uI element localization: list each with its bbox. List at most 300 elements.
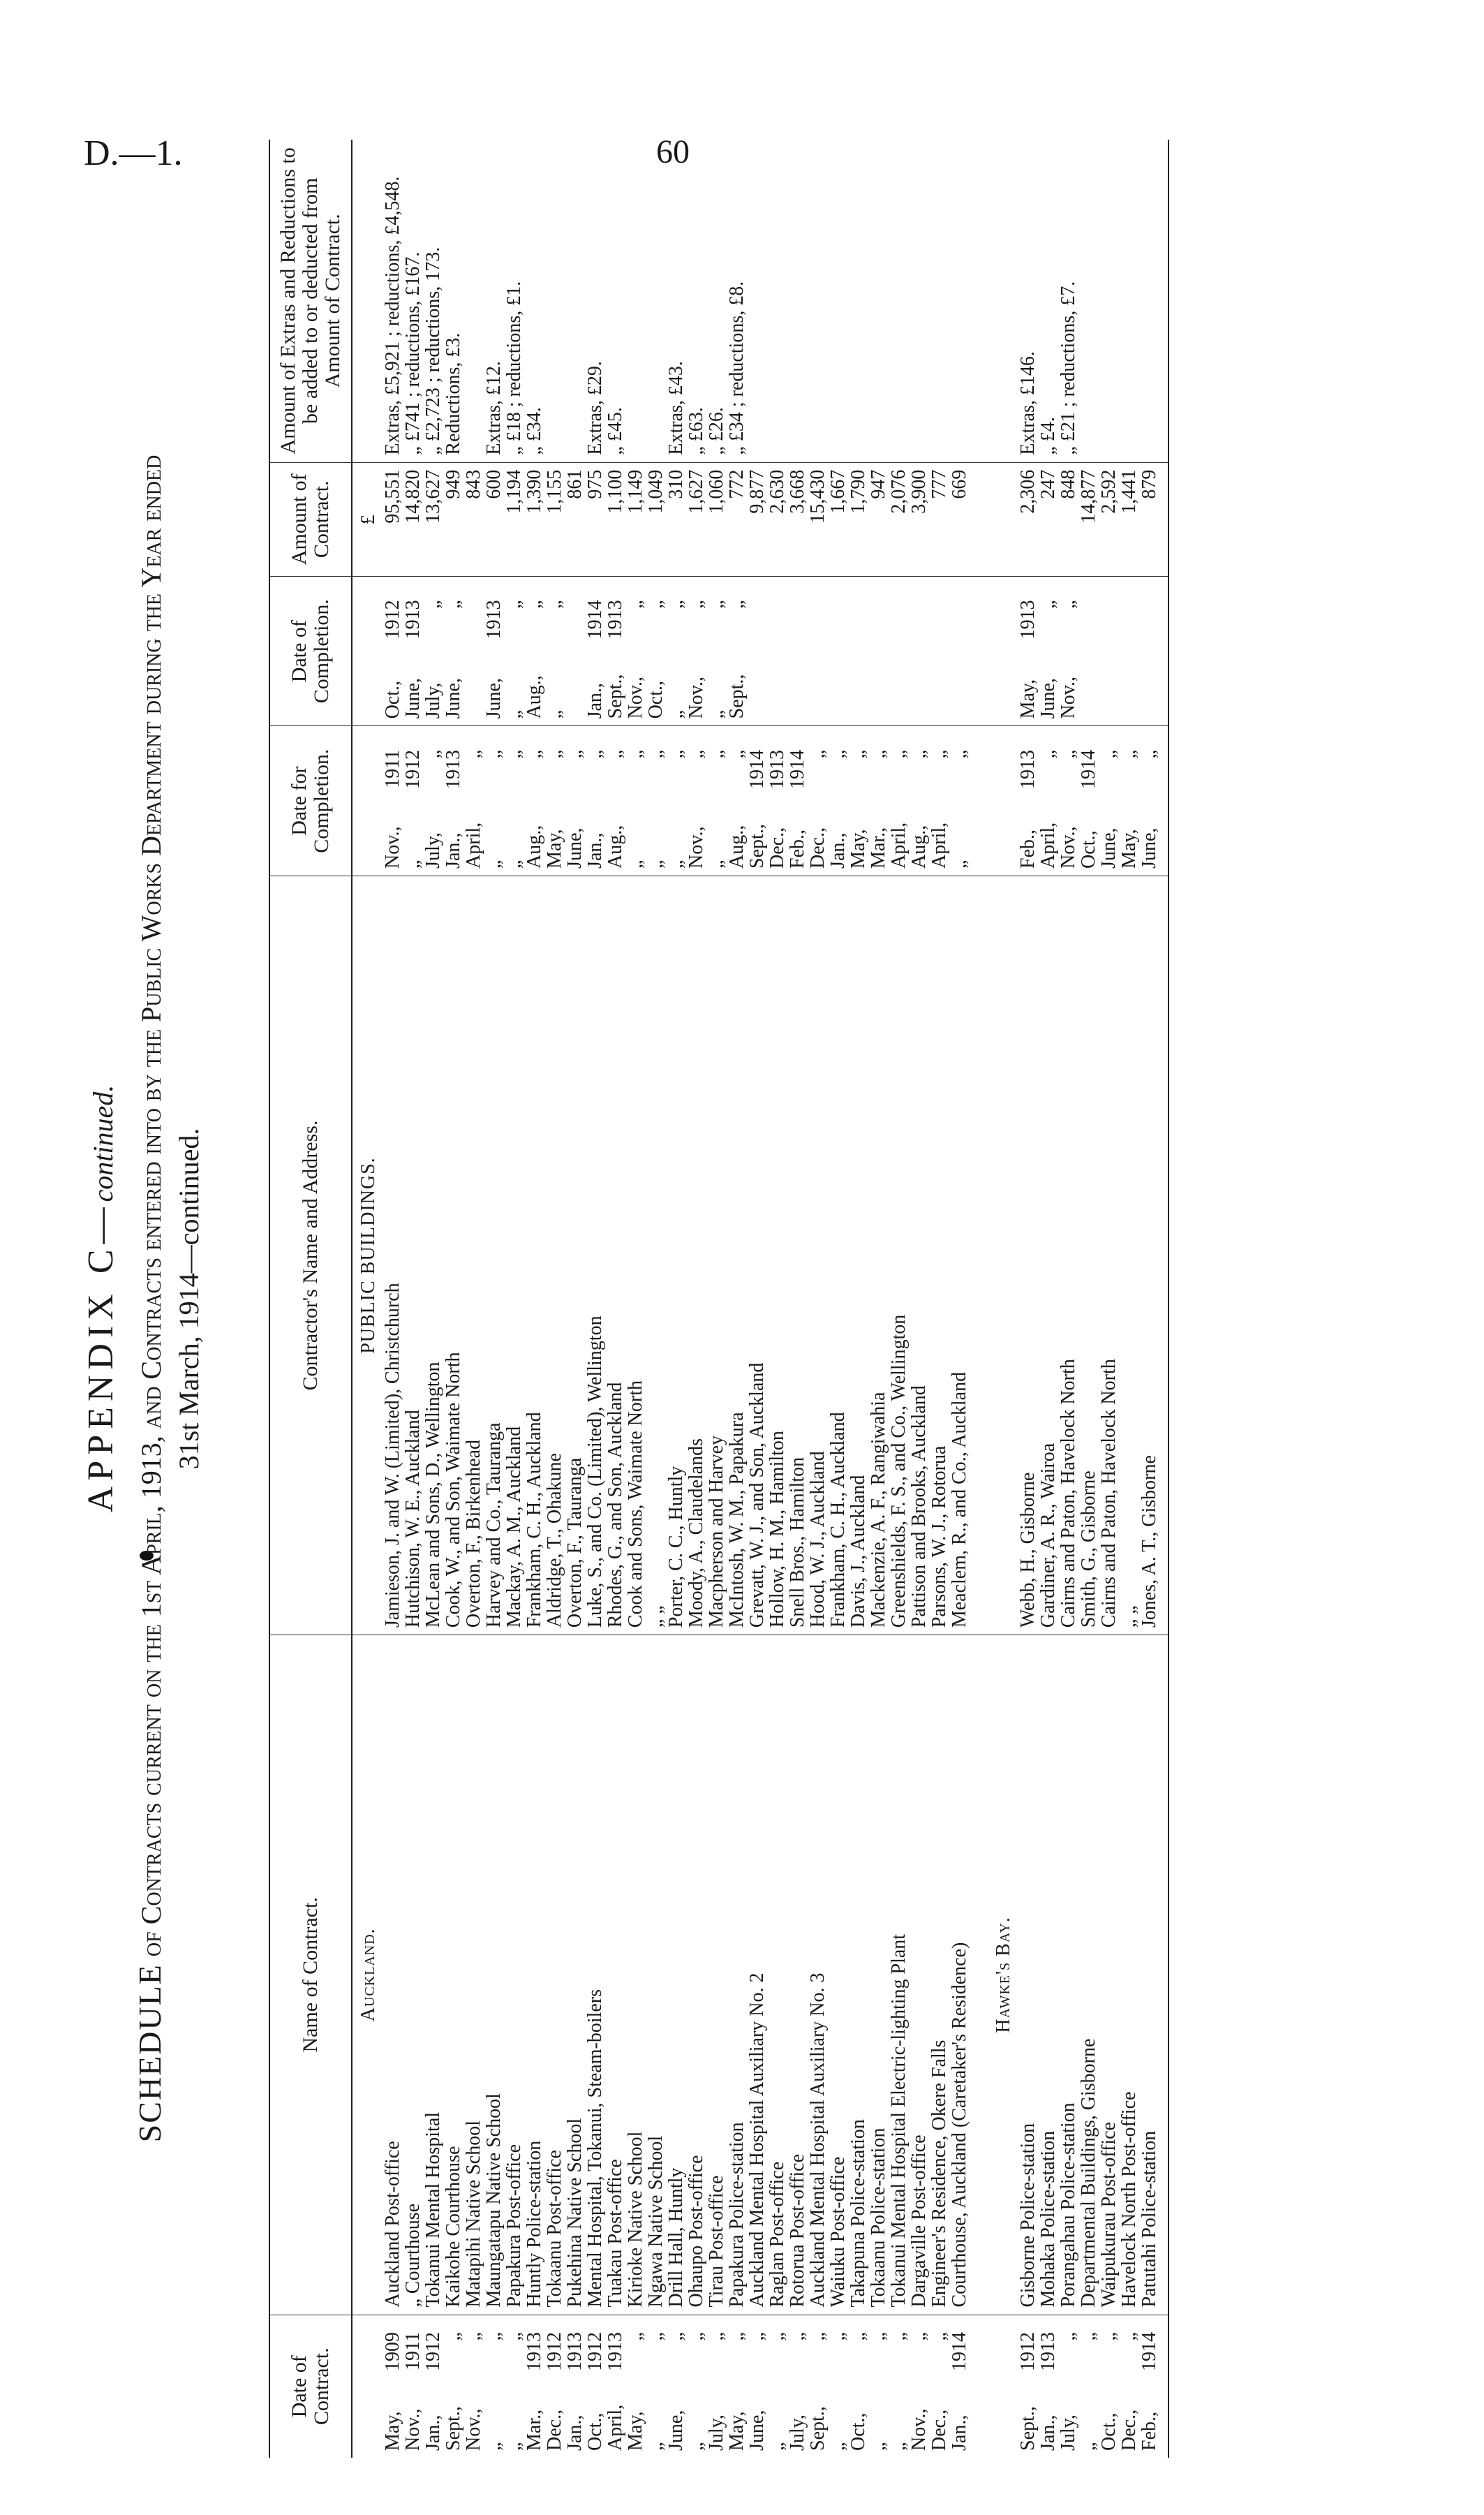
cell-date-for-completion [524, 726, 544, 876]
contract-year: „ [1078, 2332, 1099, 2341]
table-row [1119, 140, 1139, 2458]
table-row [767, 140, 787, 2458]
contract-year: 1911 [402, 2332, 424, 2370]
title-block [66, 140, 276, 2458]
contract-amount: 848 [1058, 469, 1079, 499]
cell-date-of-completion [504, 576, 524, 726]
contractor-name: Pattison and Brooks, Auckland [908, 1385, 930, 1628]
cell-date-of-contract [1038, 2315, 1058, 2458]
contract-name: Auckland Post-office [382, 2141, 403, 2308]
contract-name: Ngawa Native School [645, 2135, 667, 2308]
due-year: „ [544, 749, 565, 759]
cell-extras [1099, 140, 1119, 462]
contractor-name: Luke, S., and Co. (Limited), Wellington [584, 1315, 606, 1628]
cell-contractor [747, 876, 767, 1635]
cell-name-of-contract [706, 1635, 727, 2315]
completed-month: Nov., [625, 677, 646, 719]
table-row [1078, 140, 1099, 2458]
table-row [1099, 140, 1119, 2458]
section-public-buildings: PUBLIC BUILDINGS. [352, 876, 383, 1635]
contract-amount: 15,430 [807, 469, 829, 524]
completed-month: June, [483, 678, 505, 719]
cell-amount [767, 462, 787, 576]
cell-date-of-contract [747, 2315, 767, 2458]
cell-date-for-completion [787, 726, 808, 876]
due-year: 1913 [1017, 749, 1039, 789]
contract-amount: 247 [1037, 469, 1059, 499]
cell-name-of-contract [565, 1635, 585, 2315]
cell-date-of-contract [484, 2315, 504, 2458]
contract-year: „ [746, 2332, 768, 2341]
due-month: „ [665, 860, 687, 869]
cell-contractor [848, 876, 868, 1635]
contract-amount: 9,877 [746, 469, 768, 514]
col-date-for-completion: Date for Completion. [269, 726, 352, 876]
cell-date-of-completion [828, 576, 848, 726]
contract-amount: 669 [949, 469, 970, 499]
cell-extras [565, 140, 585, 462]
contract-year: 1912 [1017, 2332, 1039, 2371]
section-auckland: Auckland. [352, 1635, 383, 2315]
contract-name: Tokaanu Post-office [544, 2150, 565, 2308]
cell-date-of-contract [686, 2315, 706, 2458]
cell-contractor [787, 876, 808, 1635]
table-row [1018, 140, 1038, 2458]
contract-name: Tirau Post-office [706, 2175, 727, 2308]
due-year: „ [463, 749, 484, 759]
cell-date-of-contract [383, 2315, 403, 2458]
contract-amount: 1,441 [1118, 469, 1140, 514]
contract-name: Kirioke Native School [625, 2131, 646, 2308]
cell-extras [767, 140, 787, 462]
completed-year: „ [544, 600, 565, 609]
contract-month: Dec., [544, 2409, 565, 2451]
due-year: „ [706, 749, 727, 759]
due-year: 1914 [1078, 749, 1099, 789]
cell-date-of-contract [1018, 2315, 1038, 2458]
contract-name: Dargaville Post-office [908, 2134, 930, 2308]
contract-name: Mental Hospital, Tokanui, Steam-boilers [584, 1989, 606, 2308]
cell-date-for-completion [504, 726, 524, 876]
cell-date-of-contract [1078, 2315, 1099, 2458]
cell-date-for-completion [625, 726, 646, 876]
col-amount: Amount of Contract. [269, 462, 352, 576]
cell-name-of-contract [1078, 1635, 1099, 2315]
contract-name: Matapihi Native School [463, 2121, 484, 2308]
contract-amount: 1,155 [544, 469, 565, 514]
contract-name: Havelock North Post-office [1118, 2091, 1140, 2308]
contract-month: April, [604, 2404, 626, 2451]
cell-date-of-contract [625, 2315, 646, 2458]
cell-date-of-contract [868, 2315, 889, 2458]
table-row [646, 140, 666, 2458]
cell-contractor [605, 876, 625, 1635]
contract-month: July, [706, 2414, 727, 2451]
contract-name: Drill Hall, Huntly [665, 2167, 687, 2308]
contract-year: „ [645, 2332, 667, 2341]
cell-date-of-completion [1099, 576, 1119, 726]
cell-extras [909, 140, 929, 462]
cell-extras [747, 140, 767, 462]
contract-name: Waipukurau Post-office [1098, 2122, 1120, 2308]
due-year: „ [483, 749, 505, 759]
cell-date-of-contract [828, 2315, 848, 2458]
contract-name: Patutahi Police-station [1138, 2130, 1160, 2308]
cell-name-of-contract [544, 1635, 565, 2315]
cell-contractor [889, 876, 909, 1635]
due-year: 1914 [746, 749, 768, 789]
completed-year: „ [503, 600, 525, 609]
cell-name-of-contract [423, 1635, 443, 2315]
cell-amount [504, 462, 524, 576]
contract-month: „ [1078, 2442, 1099, 2451]
completed-year: „ [726, 600, 748, 609]
due-month: Feb., [787, 829, 808, 869]
cell-date-of-completion [1038, 576, 1058, 726]
cell-date-of-completion [544, 576, 565, 726]
cell-name-of-contract [524, 1635, 544, 2315]
contract-amount: 13,627 [422, 469, 444, 524]
cell-name-of-contract [504, 1635, 524, 2315]
contractor-name: Meaclem, R., and Co., Auckland [949, 1371, 970, 1628]
cell-date-of-completion [463, 576, 484, 726]
cell-name-of-contract [787, 1635, 808, 2315]
cell-extras [868, 140, 889, 462]
due-year: „ [503, 749, 525, 759]
due-year: 1912 [402, 749, 424, 789]
contract-name: Papakura Post-office [503, 2144, 525, 2308]
cell-contractor [443, 876, 463, 1635]
due-month: „ [483, 860, 505, 869]
cell-amount [1038, 462, 1058, 576]
cell-date-for-completion [949, 726, 970, 876]
cell-date-of-completion [1139, 576, 1159, 726]
contractor-name: McLean and Sons, D., Wellington [422, 1362, 444, 1628]
cell-date-for-completion [565, 726, 585, 876]
schedule-title: SCHEDULE of Contracts current on the 1st April, 1913, and Contracts entered into by the Public Works Department during the Year ended [132, 455, 168, 2143]
contract-amount: 947 [868, 469, 889, 499]
cell-name-of-contract [727, 1635, 747, 2315]
contract-month: „ [766, 2442, 788, 2451]
cell-date-of-completion [625, 576, 646, 726]
cell-date-of-completion [848, 576, 868, 726]
contract-amount: 975 [584, 469, 606, 499]
cell-date-of-contract [544, 2315, 565, 2458]
cell-date-of-contract [1119, 2315, 1139, 2458]
currency-symbol: £ [352, 462, 383, 576]
due-month: Nov., [1058, 826, 1079, 869]
due-year: „ [1138, 749, 1160, 759]
contract-name: „ Courthouse [402, 2203, 424, 2308]
cell-name-of-contract [625, 1635, 646, 2315]
contractor-name: Smith, G., Gisborne [1078, 1470, 1099, 1628]
completed-year: „ [685, 600, 707, 609]
cell-date-for-completion [727, 726, 747, 876]
cell-date-of-contract [585, 2315, 605, 2458]
cell-date-of-completion [605, 576, 625, 726]
contractor-name: Jones, A. T., Gisborne [1138, 1455, 1160, 1628]
cell-amount [1078, 462, 1099, 576]
contractor-name: „ „ [645, 1605, 667, 1628]
contract-month: May, [625, 2411, 646, 2451]
contract-amount: 1,060 [706, 469, 727, 514]
due-year: „ [847, 749, 869, 759]
contractor-name: Jamieson, J. and W. (Limited), Christchurch [382, 1283, 403, 1628]
contract-name: Maungatapu Native School [483, 2093, 505, 2308]
cell-date-of-contract [504, 2315, 524, 2458]
contract-month: Dec., [928, 2409, 950, 2451]
contractor-name: Cairns and Paton, Havelock North [1058, 1359, 1079, 1628]
cell-name-of-contract [1058, 1635, 1078, 2315]
rotated-schedule [66, 140, 1413, 2458]
cell-date-of-completion [868, 576, 889, 726]
cell-date-of-completion [686, 576, 706, 726]
cell-date-of-contract [929, 2315, 949, 2458]
cell-date-of-completion [929, 576, 949, 726]
cell-amount [423, 462, 443, 576]
cell-date-for-completion [808, 726, 828, 876]
due-month: Dec., [807, 827, 829, 869]
cell-amount [403, 462, 423, 576]
cell-name-of-contract [929, 1635, 949, 2315]
cell-amount [565, 462, 585, 576]
extras-reductions: Extras, £12. [483, 361, 505, 455]
contract-year: 1909 [382, 2332, 403, 2371]
cell-extras [383, 140, 403, 462]
contracts-table [269, 140, 1169, 2458]
contract-amount: 14,877 [1078, 469, 1099, 524]
cell-name-of-contract [909, 1635, 929, 2315]
completed-month: Nov., [685, 677, 707, 719]
completed-year: 1914 [584, 600, 606, 640]
cell-extras [605, 140, 625, 462]
completed-month: Jan., [584, 683, 606, 719]
due-year: „ [422, 749, 444, 759]
contract-amount: 1,790 [847, 469, 869, 514]
table-row [808, 140, 828, 2458]
contract-year: 1912 [544, 2332, 565, 2371]
cell-name-of-contract [666, 1635, 686, 2315]
due-month: „ [645, 860, 667, 869]
completed-month: Nov., [1058, 677, 1079, 719]
completed-month: June, [1037, 678, 1059, 719]
completed-year: „ [422, 600, 444, 609]
contract-month: Oct., [847, 2412, 869, 2451]
contract-year: „ [807, 2332, 829, 2341]
cell-date-for-completion [484, 726, 504, 876]
cell-contractor [1038, 876, 1058, 1635]
contractor-name: Webb, H., Gisborne [1017, 1472, 1039, 1628]
due-month: June, [1138, 827, 1160, 869]
cell-date-for-completion [1078, 726, 1099, 876]
contractor-name: Hollow, H. M., Hamilton [766, 1431, 788, 1628]
appendix-title: APPENDIX C—continued. [81, 1084, 121, 1513]
cell-name-of-contract [848, 1635, 868, 2315]
due-month: Oct., [1078, 830, 1099, 869]
cell-extras [484, 140, 504, 462]
cell-amount [909, 462, 929, 576]
contractor-name: Snell Bros., Hamilton [787, 1456, 808, 1628]
cell-date-for-completion [848, 726, 868, 876]
due-month: July, [422, 832, 444, 869]
cell-contractor [1099, 876, 1119, 1635]
completed-month: Sept., [726, 674, 748, 719]
cell-name-of-contract [585, 1635, 605, 2315]
due-year: „ [726, 749, 748, 759]
cell-contractor [808, 876, 828, 1635]
cell-date-for-completion [383, 726, 403, 876]
extras-reductions: Extras, £5,921 ; reductions, £4,548. [382, 176, 403, 455]
contract-amount: 2,076 [888, 469, 910, 514]
cell-date-of-completion [1078, 576, 1099, 726]
cell-date-for-completion [463, 726, 484, 876]
contract-year: „ [503, 2332, 525, 2341]
due-year: „ [888, 749, 910, 759]
contractor-name: McIntosh, W. M., Papakura [726, 1412, 748, 1628]
cell-extras [808, 140, 828, 462]
contract-year: „ [1118, 2332, 1140, 2341]
cell-name-of-contract [1018, 1635, 1038, 2315]
cell-amount [1139, 462, 1159, 576]
cell-amount [1058, 462, 1078, 576]
due-month: April, [888, 822, 910, 869]
contractor-name: Overton, F., Birkenhead [463, 1440, 484, 1628]
contract-year: „ [685, 2332, 707, 2341]
due-month: May, [544, 829, 565, 869]
cell-date-of-completion [585, 576, 605, 726]
cell-date-of-completion [949, 576, 970, 726]
due-year: 1914 [787, 749, 808, 789]
cell-contractor [625, 876, 646, 1635]
completed-month: June, [443, 678, 464, 719]
col-name-of-contract: Name of Contract. [269, 1635, 352, 2315]
due-month: „ [949, 860, 970, 869]
cell-date-of-completion [909, 576, 929, 726]
due-month: Sept., [746, 824, 768, 869]
contract-month: June, [746, 2410, 768, 2451]
cell-name-of-contract [1119, 1635, 1139, 2315]
table-row [423, 140, 443, 2458]
due-year: „ [604, 749, 626, 759]
due-month: Nov., [382, 826, 403, 869]
table-row [828, 140, 848, 2458]
contract-amount: 843 [463, 469, 484, 499]
contract-month: Sept., [1017, 2406, 1039, 2451]
cell-name-of-contract [403, 1635, 423, 2315]
cell-date-of-contract [1139, 2315, 1159, 2458]
cell-date-for-completion [868, 726, 889, 876]
section-hawkes-bay: Hawke's Bay. [993, 1917, 1014, 2033]
contract-year: „ [827, 2332, 849, 2341]
cell-date-for-completion [544, 726, 565, 876]
contract-name: Waiuku Post-office [827, 2156, 849, 2308]
cell-name-of-contract [383, 1635, 403, 2315]
cell-amount [889, 462, 909, 576]
contractor-name: Cairns and Paton, Havelock North [1098, 1359, 1120, 1628]
cell-contractor [1119, 876, 1139, 1635]
table-row [727, 140, 747, 2458]
contractor-name: Gardiner, A. R., Wairoa [1037, 1443, 1059, 1628]
cell-date-of-contract [565, 2315, 585, 2458]
due-month: Aug., [524, 825, 545, 869]
contract-amount: 600 [483, 469, 505, 499]
cell-date-for-completion [929, 726, 949, 876]
cell-amount [828, 462, 848, 576]
due-month: Aug., [604, 825, 626, 869]
cell-date-of-contract [524, 2315, 544, 2458]
due-month: „ [503, 860, 525, 869]
cell-contractor [828, 876, 848, 1635]
contract-year: 1912 [584, 2332, 606, 2371]
cell-amount [949, 462, 970, 576]
cell-amount [727, 462, 747, 576]
contract-year: „ [665, 2332, 687, 2341]
cell-extras [1018, 140, 1038, 462]
cell-date-for-completion [747, 726, 767, 876]
cell-amount [605, 462, 625, 576]
due-month: „ [402, 860, 424, 869]
contract-name: Pukehina Native School [564, 2118, 586, 2308]
cell-extras [889, 140, 909, 462]
due-month: April, [928, 822, 950, 869]
table-row [443, 140, 463, 2458]
cell-date-of-completion [443, 576, 463, 726]
table-row [484, 140, 504, 2458]
completed-year: „ [443, 600, 464, 609]
contract-amount: 1,194 [503, 469, 525, 514]
section-heading-row [352, 140, 383, 2458]
cell-amount [1099, 462, 1119, 576]
cell-extras [848, 140, 868, 462]
table-row [949, 140, 970, 2458]
cell-amount [787, 462, 808, 576]
contract-amount: 1,100 [604, 469, 626, 514]
contract-month: May, [382, 2411, 403, 2451]
contractor-name: Mackenzie, A. F., Rangiwahia [868, 1392, 889, 1628]
contract-name: Mohaka Police-station [1037, 2130, 1059, 2308]
contract-amount: 1,049 [645, 469, 667, 514]
contract-amount: 1,149 [625, 469, 646, 514]
cell-extras [1119, 140, 1139, 462]
extras-reductions: Reductions, £3. [443, 332, 464, 455]
cell-contractor [524, 876, 544, 1635]
completed-month: Oct., [382, 680, 403, 719]
cell-date-for-completion [1018, 726, 1038, 876]
contract-month: Nov., [402, 2408, 424, 2451]
contract-name: Papakura Police-station [726, 2122, 748, 2308]
table-row [524, 140, 544, 2458]
cell-name-of-contract [443, 1635, 463, 2315]
cell-name-of-contract [1038, 1635, 1058, 2315]
due-month: Feb., [1017, 829, 1039, 869]
cell-date-for-completion [646, 726, 666, 876]
contractor-name: Mackay, A. M., Auckland [503, 1426, 525, 1628]
cell-amount [383, 462, 403, 576]
due-month: Jan., [827, 832, 849, 869]
contract-amount: 14,820 [402, 469, 424, 524]
cell-amount [929, 462, 949, 576]
contract-amount: 949 [443, 469, 464, 499]
contract-name: Porangahau Police-station [1058, 2102, 1079, 2308]
completed-year: „ [1058, 600, 1079, 609]
cell-name-of-contract [646, 1635, 666, 2315]
cell-extras [625, 140, 646, 462]
contract-amount: 1,627 [685, 469, 707, 514]
table-header-row [269, 140, 352, 2458]
cell-date-of-completion [666, 576, 686, 726]
completed-month: June, [402, 678, 424, 719]
cell-date-of-contract [646, 2315, 666, 2458]
